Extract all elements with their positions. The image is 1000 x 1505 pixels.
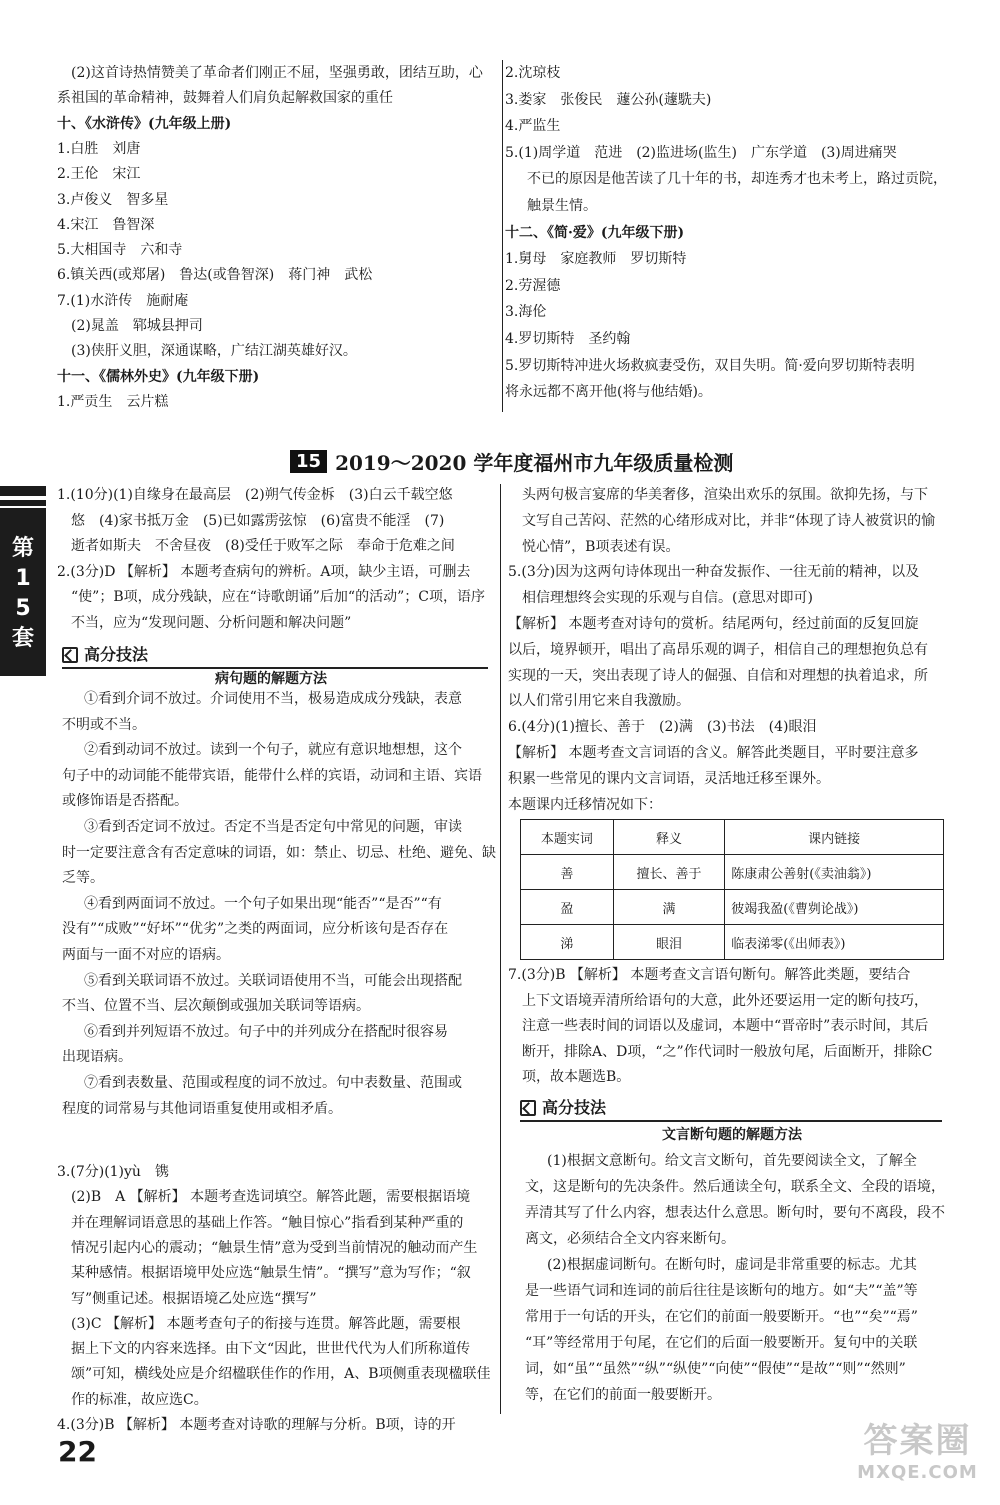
text-line: (2)晁盖 郓城县押司: [71, 318, 203, 334]
text-line: 4.宋江 鲁智深: [57, 216, 155, 233]
method-label: 高分技法: [84, 645, 149, 664]
method-header: [520, 1098, 942, 1122]
text-line: 4.(3分)B 【解析】 本题考查对诗歌的理解与分析。B项，诗的开: [57, 1417, 456, 1433]
text-line: 两面与一面不对应的语病。: [62, 947, 230, 963]
side-tab: [0, 486, 46, 676]
tab-stripe: [0, 506, 46, 508]
text-line: 悠 (4)家书抵万金 (5)已如露雳弦惊 (6)富贵不能淫 (7): [71, 512, 445, 529]
text-line: 常用于一句话的开头，在它们的前面一般要断开。“也”“矣”“焉”: [525, 1309, 918, 1325]
text-line: ⑦看到表数量、范围或程度的词不放过。句中表数量、范围或: [84, 1075, 462, 1091]
text-line: 以后，境界顿开，唱出了高昂乐观的调子，相信自己的理想抱负总有: [508, 641, 928, 658]
table-cell: 满: [613, 890, 724, 925]
text-line: 3.娄家 张俊民 蘧公孙(蘧駪夫): [505, 91, 712, 108]
text-line: 2.(3分)D 【解析】 本题考查病句的辨析。A项，缺少主语，可删去: [57, 563, 471, 580]
tip-icon: [520, 1100, 536, 1116]
text-line: 不当，应为“发现问题、分析问题和解决问题”: [71, 614, 352, 631]
text-line: 触景生情。: [527, 198, 597, 214]
text-line: 写”侧重记述。根据语境乙处应选“撰写”: [71, 1290, 317, 1307]
page-number: 22: [58, 1435, 97, 1468]
text-line: 情况引起内心的震动；“触景生情”意为受到当前情况的触动而产生: [71, 1239, 478, 1256]
text-line: 不明或不当。: [62, 716, 146, 733]
text-line: 并在理解词语意思的基础上作答。“触目惊心”指看到某种严重的: [71, 1214, 464, 1231]
text-line: 离文，必须结合全文内容来断句。: [525, 1231, 735, 1247]
text-line: 2.沈琼枝: [505, 65, 561, 81]
text-line: ⑥看到并列短语不放过。句子中的并列成分在搭配时很容易: [84, 1023, 448, 1040]
text-line: 没有”“成败”“好坏”“优劣”之类的两面词，应分析该句是否存在: [62, 921, 449, 938]
text-line: 弄清其写了什么内容，想表达什么意思。断句时，要句不离段，段不: [525, 1205, 945, 1221]
text-line: 词，如“虽”“虽然”“纵”“纵使”“向使”“假使”“是故”“则”“然则”: [525, 1361, 906, 1377]
text-line: 将永远都不离开他(将与他结婚)。: [505, 384, 712, 401]
table-cell: 擅长、善于: [613, 855, 724, 890]
text-line: “使”；B项，成分残缺，应在“诗歌朗诵”后加“的活动”；C项，语序: [71, 589, 485, 605]
table-cell: 涕: [521, 925, 614, 960]
text-line: 【解析】 本题考查对诗句的赏析。结尾两句，经过前面的反复回旋: [508, 616, 919, 632]
text-line: 1.舅母 家庭教师 罗切斯特: [505, 251, 687, 268]
table-cell: 眼泪: [613, 925, 724, 960]
text-line: 系祖国的革命精神，鼓舞着人们肩负起解救国家的重任: [57, 90, 393, 107]
text-line: 6.镇关西(或郑屠) 鲁达(或鲁智深) 蒋门神 武松: [57, 267, 373, 284]
text-line: 7.(3分)B 【解析】 本题考查文言语句断句。解答此类题，要结合: [508, 967, 911, 983]
tip-icon: [62, 647, 78, 663]
text-line: 5.罗切斯特冲进火场救疯妻受伤，双目失明。简·爱向罗切斯特表明: [505, 357, 915, 374]
method-label: 高分技法: [542, 1098, 607, 1117]
table-cell: 彼竭我盈(《曹刿论战》): [725, 890, 944, 925]
text-line: 句子中的动词能不能带宾语，能带什么样的宾语，动词和主语、宾语: [62, 767, 482, 784]
text-line: 作的标准，故应选C。: [71, 1391, 208, 1408]
text-line: 4.罗切斯特 圣约翰: [505, 331, 631, 347]
text-line: 十、《水浒传》(九年级上册): [57, 115, 232, 132]
text-line: 某种感情。根据语境甲处应选“触景生情”。“撰写”意为写作；“叙: [71, 1265, 471, 1282]
text-line: ②看到动词不放过。读到一个句子，就应有意识地想想，这个: [84, 742, 462, 759]
text-line: 1.严贡生 云片糕: [57, 393, 169, 410]
text-line: 项，故本题选B。: [522, 1069, 631, 1086]
table-cell: 临表涕零(《出师表》): [725, 925, 944, 960]
text-line: 断开，排除A、D项，“之”作代词时一般放句尾，后面断开，排除C: [522, 1043, 933, 1060]
table-cell: 陈康肃公善射(《卖油翁》): [725, 855, 944, 890]
section-banner: [290, 447, 733, 475]
text-line: 以人们常引用它来自我激励。: [508, 693, 690, 710]
method-header: [62, 645, 488, 669]
watermark-text: 答案圈: [863, 1421, 972, 1461]
text-line: 3.(7分)(1)yù 镌: [57, 1164, 169, 1180]
table-header: 本题实词: [521, 820, 614, 855]
text-line: (2)B A 【解析】 本题考查选词填空。解答此题，需要根据语境: [71, 1189, 471, 1206]
text-line: 等，在它们的前面一般要断开。: [525, 1387, 721, 1403]
text-line: 相信理想终会实现的乐观与自信。(意思对即可): [522, 590, 813, 607]
table-header-row: [521, 820, 944, 855]
text-line: 不已的原因是他苦读了几十年的书，却连秀才也未考上，路过贡院，: [527, 171, 947, 188]
text-line: 程度的词常易与其他词语重复使用或相矛盾。: [62, 1100, 342, 1117]
text-line: ①看到介词不放过。介词使用不当，极易造成成分残缺，表意: [84, 691, 462, 707]
method-subtitle: 文言断句题的解题方法: [662, 1127, 802, 1143]
text-line: 或修饰语是否搭配。: [62, 793, 188, 810]
table-cell: 善: [521, 855, 614, 890]
text-line: 是一些语气词和连词的前后往往是该断句的地方。如“夫”“盖”等: [525, 1283, 918, 1299]
text-line: 据上下文的内容来选择。由下文“因此，世世代代为人们所称道传: [71, 1341, 471, 1358]
tab-stripe: [0, 496, 46, 500]
text-line: 悦心情”，B项表述有误。: [522, 538, 680, 555]
text-line: 3.海伦: [505, 304, 547, 321]
text-line: 文写自己苦闷、茫然的心绪形成对比，并非“体现了诗人被赏识的愉: [522, 512, 936, 529]
text-line: 十一、《儒林外史》(九年级下册): [57, 368, 260, 385]
watermark-url: MXQE.COM: [857, 1462, 978, 1483]
table-row: [521, 855, 944, 890]
text-line: 本题课内迁移情况如下：: [508, 796, 662, 813]
text-line: 不当、位置不当、层次颠倒或强加关联词等语病。: [62, 998, 370, 1015]
text-line: 1.白胜 刘唐: [57, 140, 141, 157]
text-line: 5.(3分)因为这两句诗体现出一种奋发振作、一往无前的精神，以及: [508, 564, 920, 581]
text-line: (1)根据文意断句。给文言文断句，首先要阅读全文，了解全: [547, 1153, 917, 1169]
column-divider: [502, 60, 503, 412]
text-line: (2)根据虚词断句。在断句时，虚词是非常重要的标志。尤其: [547, 1257, 917, 1273]
table-header: 释义: [613, 820, 724, 855]
text-line: 上下文语境弄清所给语句的大意，此外还要运用一定的断句技巧，: [522, 992, 928, 1009]
text-line: 2.王伦 宋江: [57, 166, 141, 183]
text-line: ⑤看到关联词语不放过。关联词语使用不当，可能会出现搭配: [84, 972, 462, 989]
table-row: [521, 925, 944, 960]
text-line: 颂”可知，横线处应是介绍楹联佳作的作用，A、B项侧重表现楹联佳: [71, 1366, 491, 1383]
text-line: ③看到否定词不放过。否定不当是否定句中常见的问题，审读: [84, 819, 462, 835]
text-line: 十二、《简·爱》(九年级下册): [505, 224, 685, 241]
text-line: 1.(10分)(1)自缘身在最高层 (2)朔气传金柝 (3)白云千载空悠: [57, 487, 453, 503]
text-line: 出现语病。: [62, 1049, 132, 1066]
side-tab-label: 第15套: [11, 536, 34, 651]
text-line: (3)C 【解析】 本题考查句子的衔接与连贯。解答此题，需要根: [71, 1315, 461, 1332]
table-header: 课内链接: [725, 820, 944, 855]
text-line: 时一定要注意含有否定意味的词语，如：禁止、切忌、杜绝、避免、缺: [62, 844, 496, 861]
text-line: 7.(1)水浒传 施耐庵: [57, 292, 189, 309]
table-row: [521, 890, 944, 925]
text-line: (3)侠肝义胆，深通谋略，广结江湖英雄好汉。: [71, 343, 357, 360]
text-line: 5.大相国寺 六和寺: [57, 242, 183, 259]
text-line: 3.卢俊义 智多星: [57, 191, 169, 208]
method-subtitle: 病句题的解题方法: [215, 671, 327, 687]
text-line: ④看到两面词不放过。一个句子如果出现“能否”“是否”“有: [84, 895, 442, 912]
column-divider: [500, 484, 501, 1414]
text-line: 2.劳渥德: [505, 277, 561, 294]
text-line: (2)这首诗热情赞美了革命者们刚正不屈，坚强勇敢，团结互助，心: [71, 65, 483, 81]
text-line: 【解析】 本题考查文言词语的含义。解答此类题目，平时要注意多: [508, 745, 919, 761]
text-line: “耳”等经常用于句尾，在它们的后面一般要断开。复句中的关联: [525, 1335, 918, 1351]
text-line: 乏等。: [62, 870, 104, 887]
text-line: 逝者如斯夫 不舍昼夜 (8)受任于败军之际 奉命于危难之间: [71, 538, 455, 554]
text-line: 注意一些表时间的词语以及虚词，本题中“晋帝时”表示时间，其后: [522, 1018, 929, 1035]
text-line: 文，这是断句的先决条件。然后通读全句，联系全文、全段的语境，: [525, 1179, 945, 1195]
table-cell: 盈: [521, 890, 614, 925]
text-line: 积累一些常见的课内文言词语，灵活地迁移至课外。: [508, 770, 830, 787]
migration-table: [520, 819, 944, 960]
section-number-badge: 15: [290, 450, 327, 473]
text-line: 6.(4分)(1)擅长、善于 (2)满 (3)书法 (4)眼泪: [508, 719, 817, 736]
text-line: 实现的一天，突出表现了诗人的倔强、自信和对理想的执着追求，所: [508, 667, 928, 684]
text-line: 4.严监生: [505, 118, 561, 135]
text-line: 5.(1)周学道 范进 (2)监进场(监生) 广东学道 (3)周进痛哭: [505, 144, 897, 161]
text-line: 头两句极言宴席的华美奢侈，渲染出欢乐的氛围。欲抑先扬，与下: [522, 487, 928, 503]
section-title: 2019～2020 学年度福州市九年级质量检测: [335, 451, 734, 475]
watermark: [845, 1420, 990, 1498]
